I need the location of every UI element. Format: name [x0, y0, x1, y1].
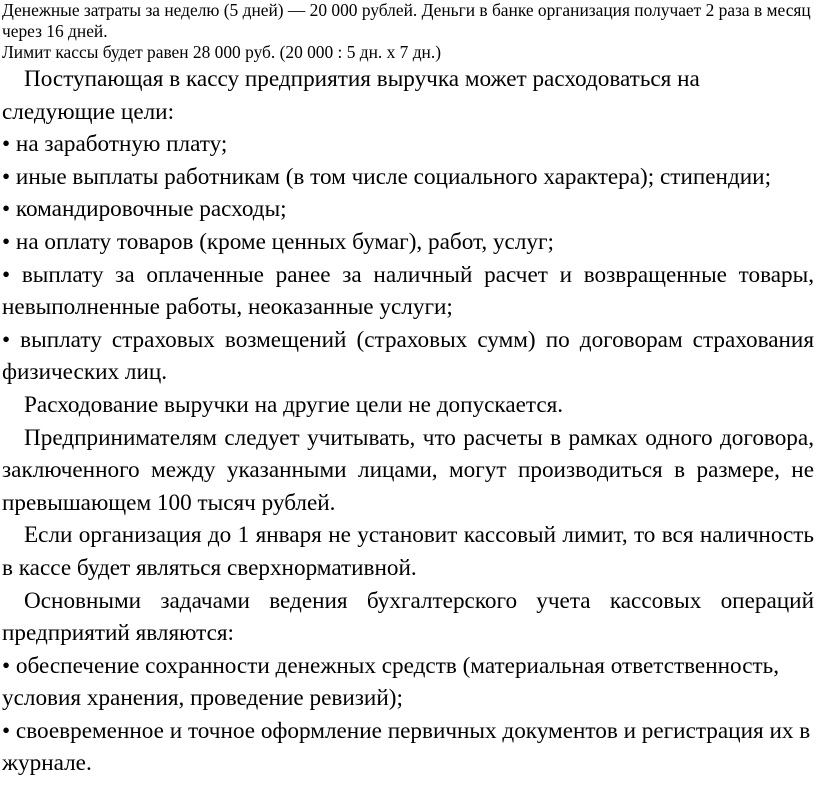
- intro-line-cash-limit: Лимит кассы будет равен 28 000 руб. (20 000 : 5 дн. х 7 дн.): [2, 42, 441, 62]
- paragraph-other-purposes-forbidden: Расходование выручки на другие цели не допускается.: [24, 391, 564, 418]
- bullet-goods-payment: • на оплату товаров (кроме ценных бумаг), работ, услуг;: [2, 226, 814, 259]
- intro-block: [0, 0, 816, 63]
- main-text: [0, 63, 814, 780]
- paragraph-settlement-limit: Предпринимателям следует учитывать, что расчеты в рамках одного договора, заключенного между указанными лицами, могут производиться в размере, не превышающем 100 тысяч рублей.: [2, 424, 814, 516]
- bullet-refunds: • выплату за оплаченные ранее за наличный расчет и возвращенные товары, невыполненные работы, неоказанные услуги;: [2, 259, 814, 324]
- bullet-documents: • своевременное и точное оформление первичных документов и регистрация их в журнале.: [2, 715, 814, 780]
- intro-line-cash-expenses: Денежные затраты за неделю (5 дней) — 20 000 рублей. Деньги в банке организация получает 2 раза в месяц через 16 дней.: [2, 0, 811, 41]
- bullet-travel-expenses: • командировочные расходы;: [2, 193, 814, 226]
- paragraph-accounting-tasks: Основными задачами ведения бухгалтерского учета кассовых операций предприятий являются:: [2, 587, 814, 647]
- bullet-other-payments: • иные выплаты работникам (в том числе социального характера); стипендии;: [2, 161, 814, 194]
- bullet-funds-safety: • обеспечение сохранности денежных средств (материальная ответственность, условия хранения, проведение ревизий);: [2, 650, 814, 715]
- paragraph-cash-limit-rule: Если организация до 1 января не установит кассовый лимит, то вся наличность в кассе будет являться сверхнормативной.: [2, 522, 814, 581]
- paragraph-revenue-purposes: Поступающая в кассу предприятия выручка может расходоваться на следующие цели:: [2, 66, 700, 125]
- bullet-salary: • на заработную плату;: [2, 128, 814, 161]
- bullet-insurance: • выплату страховых возмещений (страховых сумм) по договорам страхования физических лиц.: [2, 324, 814, 389]
